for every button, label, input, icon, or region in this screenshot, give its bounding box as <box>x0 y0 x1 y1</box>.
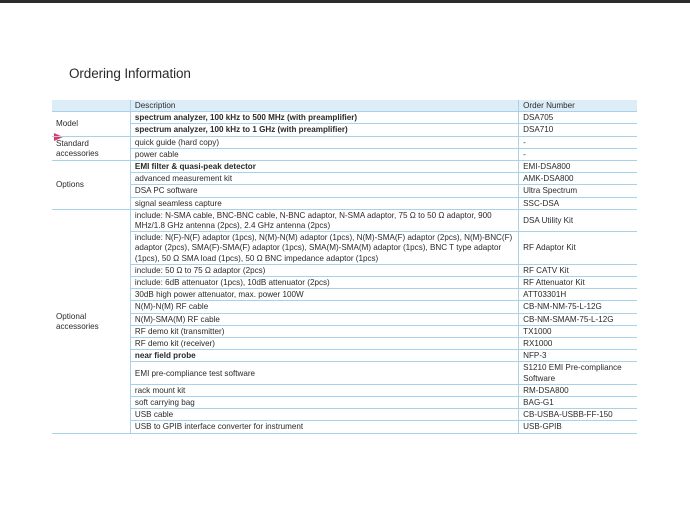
description-cell: include: 6dB attenuator (1pcs), 10dB attenuator (2pcs) <box>130 277 518 289</box>
description-cell: near field probe <box>130 350 518 362</box>
header-description: Description <box>130 100 518 112</box>
table-header-row <box>52 100 637 112</box>
description-cell: include: 50 Ω to 75 Ω adaptor (2pcs) <box>130 264 518 276</box>
table-row <box>52 384 637 396</box>
ordering-table <box>52 100 637 434</box>
order-number-cell: BAG-G1 <box>519 397 637 409</box>
table-row <box>52 409 637 421</box>
category-cell: Optional accessories <box>52 209 130 433</box>
order-number-cell: RF Attenuator Kit <box>519 277 637 289</box>
order-number-cell: RX1000 <box>519 338 637 350</box>
description-cell: signal seamless capture <box>130 197 518 209</box>
category-cell: Standard accessories <box>52 136 130 160</box>
description-cell: rack mount kit <box>130 384 518 396</box>
order-number-cell: ATT03301H <box>519 289 637 301</box>
order-number-cell: DSA710 <box>519 124 637 136</box>
table-row <box>52 264 637 276</box>
table-row <box>52 136 637 148</box>
table-row <box>52 397 637 409</box>
header-order-number: Order Number <box>519 100 637 112</box>
description-cell: EMI pre-compliance test software <box>130 362 518 384</box>
order-number-cell: AMK-DSA800 <box>519 173 637 185</box>
description-cell: USB to GPIB interface converter for instrument <box>130 421 518 433</box>
order-number-cell: TX1000 <box>519 325 637 337</box>
description-cell: power cable <box>130 148 518 160</box>
table-row <box>52 338 637 350</box>
order-number-cell: USB-GPIB <box>519 421 637 433</box>
description-cell: spectrum analyzer, 100 kHz to 1 GHz (with preamplifier) <box>130 124 518 136</box>
order-number-cell: Ultra Spectrum <box>519 185 637 197</box>
table-row <box>52 124 637 136</box>
description-cell: DSA PC software <box>130 185 518 197</box>
table-row <box>52 112 637 124</box>
order-number-cell: RF Adaptor Kit <box>519 232 637 265</box>
table-row <box>52 301 637 313</box>
category-cell: Model <box>52 112 130 136</box>
table-row <box>52 161 637 173</box>
description-cell: EMI filter & quasi-peak detector <box>130 161 518 173</box>
order-number-cell: CB-NM-NM-75-L-12G <box>519 301 637 313</box>
order-number-cell: CB-USBA-USBB-FF-150 <box>519 409 637 421</box>
description-cell: N(M)-SMA(M) RF cable <box>130 313 518 325</box>
top-bar <box>0 0 690 3</box>
order-number-cell: NFP-3 <box>519 350 637 362</box>
table-row <box>52 148 637 160</box>
table-row <box>52 325 637 337</box>
order-number-cell: - <box>519 148 637 160</box>
description-cell: include: N(F)-N(F) adaptor (1pcs), N(M)-N(M) adaptor (1pcs), N(M)-SMA(F) adaptor (2pcs), N(M)-BNC(F) adaptor (2pcs), SMA(F)-SMA(F) adaptor (1pcs), SMA(M)-SMA(M) adaptor (1pcs), BNC T type adaptor (1pcs), 50 Ω SMA load (1pcs), 50 Ω BNC impedance adaptor (1pcs) <box>130 232 518 265</box>
table-row <box>52 362 637 384</box>
table-row <box>52 173 637 185</box>
description-cell: soft carrying bag <box>130 397 518 409</box>
order-number-cell: DSA Utility Kit <box>519 209 637 231</box>
order-number-cell: RM-DSA800 <box>519 384 637 396</box>
header-category <box>52 100 130 112</box>
category-cell: Options <box>52 161 130 210</box>
order-number-cell: CB-NM-SMAM-75-L-12G <box>519 313 637 325</box>
table-row <box>52 209 637 231</box>
table-row <box>52 421 637 433</box>
description-cell: RF demo kit (receiver) <box>130 338 518 350</box>
order-number-cell: S1210 EMI Pre-compliance Software <box>519 362 637 384</box>
order-number-cell: EMI-DSA800 <box>519 161 637 173</box>
table-row <box>52 185 637 197</box>
description-cell: quick guide (hard copy) <box>130 136 518 148</box>
description-cell: USB cable <box>130 409 518 421</box>
table-row <box>52 313 637 325</box>
order-number-cell: - <box>519 136 637 148</box>
description-cell: N(M)-N(M) RF cable <box>130 301 518 313</box>
description-cell: RF demo kit (transmitter) <box>130 325 518 337</box>
description-cell: advanced measurement kit <box>130 173 518 185</box>
table-row <box>52 350 637 362</box>
description-cell: include: N-SMA cable, BNC-BNC cable, N-BNC adaptor, N-SMA adaptor, 75 Ω to 50 Ω adaptor, 900 MHz/1.8 GHz antenna (2pcs), 2.4 GHz antenna (2pcs) <box>130 209 518 231</box>
description-cell: spectrum analyzer, 100 kHz to 500 MHz (with preamplifier) <box>130 112 518 124</box>
table-row <box>52 277 637 289</box>
order-number-cell: SSC-DSA <box>519 197 637 209</box>
table-row <box>52 232 637 265</box>
table-row <box>52 289 637 301</box>
order-number-cell: RF CATV Kit <box>519 264 637 276</box>
order-number-cell: DSA705 <box>519 112 637 124</box>
page-title: Ordering Information <box>69 66 191 81</box>
description-cell: 30dB high power attenuator, max. power 100W <box>130 289 518 301</box>
table-row <box>52 197 637 209</box>
